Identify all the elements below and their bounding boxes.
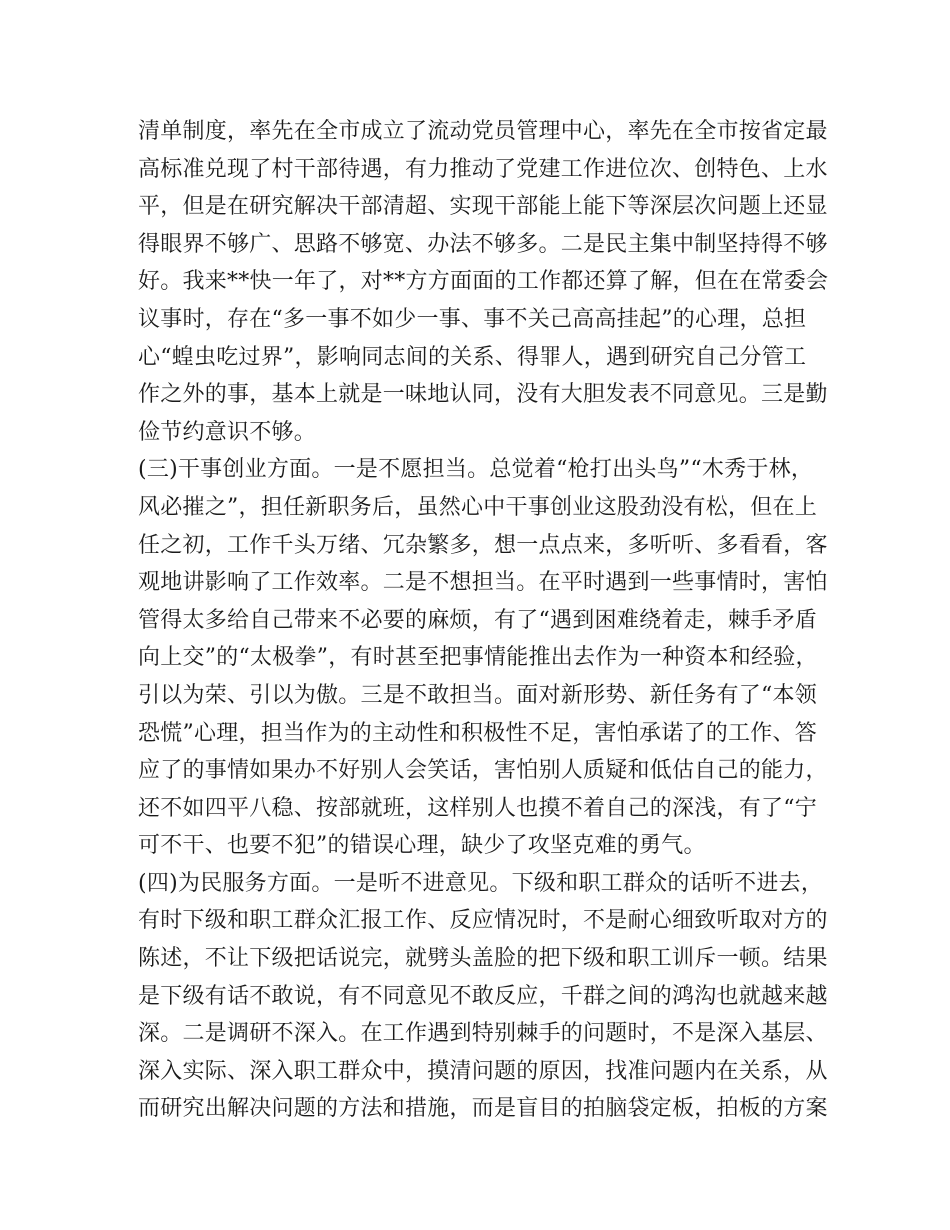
text-line: 应了的事情如果办不好别人会笑话，害怕别人质疑和低估自己的能力， bbox=[138, 758, 828, 784]
text-line: 得眼界不够广、思路不够宽、办法不够多。二是民主集中制坚持得不够 bbox=[138, 231, 828, 257]
text-line: 恐慌”心理，担当作为的主动性和积极性不足，害怕承诺了的工作、答 bbox=[138, 720, 817, 746]
text-line: 议事时，存在“多一事不如少一事、事不关己高高挂起”的心理，总担 bbox=[138, 306, 807, 332]
text-line: 而研究出解决问题的方法和措施，而是盲目的拍脑袋定板，拍板的方案 bbox=[138, 1096, 828, 1122]
text-line: 引以为荣、引以为傲。三是不敢担当。面对新形势、新任务有了“本领 bbox=[138, 682, 817, 708]
text-line: 心“蝗虫吃过界”，影响同志间的关系、得罪人，遇到研究自己分管工 bbox=[138, 344, 807, 370]
text-line: 清单制度，率先在全市成立了流动党员管理中心，率先在全市按省定最 bbox=[138, 119, 828, 144]
text-line: 高标准兑现了村干部待遇，有力推动了党建工作进位次、创特色、上水 bbox=[138, 156, 828, 182]
body-text bbox=[138, 113, 828, 1128]
text-line: 是下级有话不敢说，有不同意见不敢反应，千群之间的鸿沟也就越来越 bbox=[138, 983, 828, 1009]
text-line: 观地讲影响了工作效率。二是不想担当。在平时遇到一些事情时，害怕 bbox=[138, 570, 828, 596]
text-line: 作之外的事，基本上就是一味地认同，没有大胆发表不同意见。三是勤 bbox=[138, 382, 828, 408]
section-heading-line: (三)干事创业方面。一是不愿担当。总觉着“枪打出头鸟”“木秀于林， bbox=[138, 457, 814, 483]
text-line: 深。二是调研不深入。在工作遇到特别棘手的问题时，不是深入基层、 bbox=[138, 1021, 828, 1047]
text-line: 陈述，不让下级把话说完，就劈头盖脸的把下级和职工训斥一顿。结果 bbox=[138, 946, 828, 972]
text-line: 可不干、也要不犯”的错误心理，缺少了攻坚克难的勇气。 bbox=[138, 833, 706, 859]
text-line: 任之初，工作千头万绪、冗杂繁多，想一点点来，多听听、多看看，客 bbox=[138, 532, 828, 558]
text-line: 有时下级和职工群众汇报工作、反应情况时，不是耐心细致听取对方的 bbox=[138, 908, 828, 934]
text-line: 还不如四平八稳、按部就班，这样别人也摸不着自己的深浅，有了“宁 bbox=[138, 795, 817, 821]
text-line: 风必摧之”，担任新职务后，虽然心中干事创业这股劲没有松，但在上 bbox=[138, 494, 817, 520]
text-line: 平，但是在研究解决干部清超、实现干部能上能下等深层次问题上还显 bbox=[138, 194, 828, 220]
section-heading-line: (四)为民服务方面。一是听不进意见。下级和职工群众的话听不进去， bbox=[138, 870, 824, 896]
text-line: 管得太多给自己带来不必要的麻烦，有了“遇到困难绕着走，棘手矛盾 bbox=[138, 607, 817, 633]
text-line: 好。我来**快一年了，对**方方面面的工作都还算了解，但在在常委会 bbox=[138, 269, 829, 295]
text-line: 向上交”的“太极拳”，有时甚至把事情能推出去作为一种资本和经验， bbox=[138, 645, 818, 671]
text-line: 深入实际、深入职工群众中，摸清问题的原因，找准问题内在关系，从 bbox=[138, 1058, 828, 1084]
text-line: 俭节约意识不够。 bbox=[138, 419, 317, 445]
